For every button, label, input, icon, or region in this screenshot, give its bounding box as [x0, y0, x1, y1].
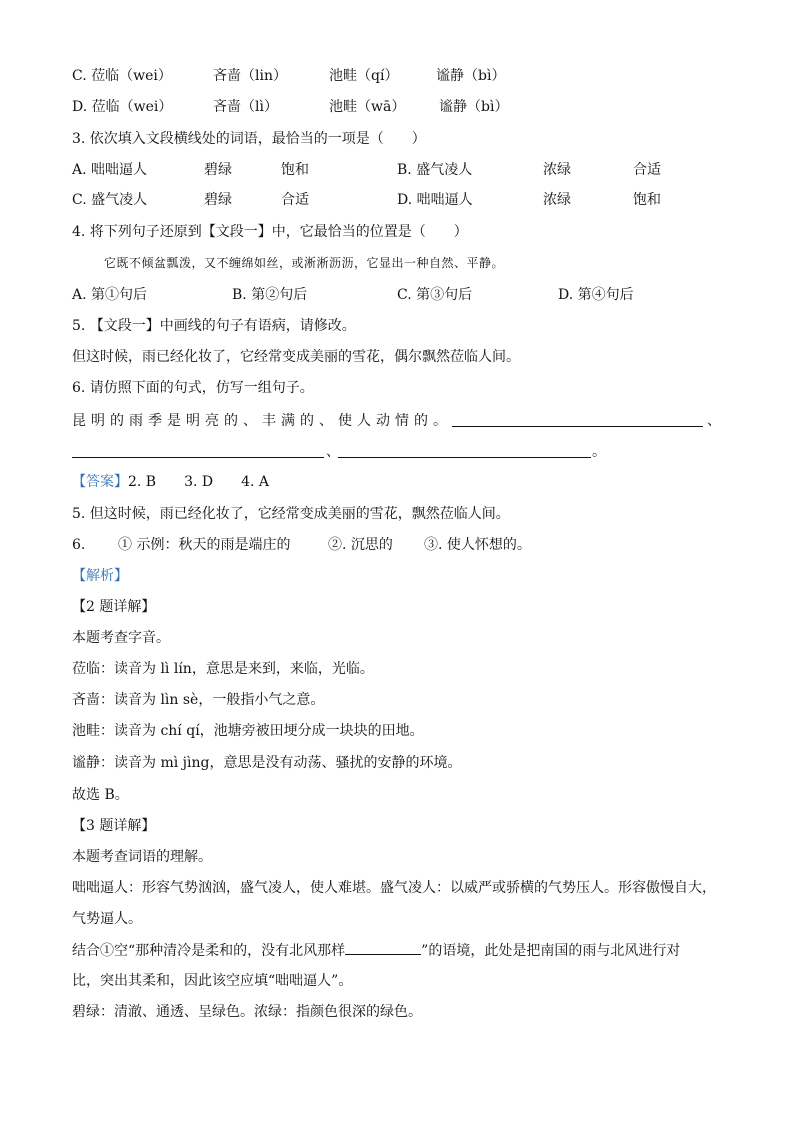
q2-c-a: C. 莅临（wei） — [72, 68, 172, 84]
q3-b-2: 浓绿 — [543, 162, 571, 178]
q2-option-c — [72, 66, 172, 86]
q4-stem: 4. 将下列句子还原到【文段一】中，它最恰当的位置是（ ） — [72, 224, 468, 240]
q3-detail-line: 气势逼人。 — [72, 911, 142, 927]
q2-option-d — [72, 97, 172, 117]
q6-end-mark: 。 — [592, 444, 606, 460]
q4-option-d: D. 第④句后 — [558, 287, 634, 303]
q2-detail-line: 莅临：读音为 lì lín，意思是来到，来临，光临。 — [72, 661, 374, 677]
q5-sentence: 但这时候，雨已经化妆了，它经常变成美丽的雪花，偶尔飘然莅临人间。 — [72, 349, 520, 365]
q4-option-b: B. 第②句后 — [232, 287, 308, 303]
q3-a-2: 碧绿 — [204, 162, 232, 178]
q3-context-pre: 结合①空“那种清冷是柔和的，没有北风那样 — [72, 943, 346, 959]
q4-option-a: A. 第①句后 — [72, 287, 148, 303]
q4-option-c: C. 第③句后 — [397, 287, 473, 303]
q3-context-post: ”的语境，此处是把南国的雨与北风进行对 — [421, 943, 681, 959]
q2-detail-line: 故选 B。 — [72, 787, 129, 803]
q3-b-3: 合适 — [633, 162, 661, 178]
q6-stem: 6. 请仿照下面的句式，仿写一组句子。 — [72, 380, 314, 396]
q3-context-line — [72, 940, 680, 961]
q3-b-1: B. 盛气凌人 — [397, 162, 473, 178]
q3-a-3: 饱和 — [281, 162, 309, 178]
q2-d-b: 吝啬（lì） — [213, 99, 278, 115]
answer-line-2: 5. 但这时候，雨已经化妆了，它经常变成美丽的雪花，飘然莅临人间。 — [72, 506, 510, 522]
q6-separator-1: 、 — [707, 413, 721, 429]
q2-detail-line: 谧静：读音为 mì jìng，意思是没有动荡、骚扰的安静的环境。 — [72, 755, 462, 771]
q3-detail-line: 比，突出其柔和，因此该空应填“咄咄逼人”。 — [72, 973, 353, 989]
analysis-tag: 【解析】 — [72, 568, 128, 584]
q6-sentence: 昆明的雨季是明亮的、丰满的、使人动情的。 — [72, 413, 452, 429]
answer-6-part-3: ③. 使人怀想的。 — [424, 537, 531, 553]
q2-c-b: 吝啬（lin） — [213, 68, 287, 84]
answer-6-number: 6. — [72, 537, 86, 553]
q3-c-2: 碧绿 — [204, 192, 232, 208]
q3-detail-line: 咄咄逼人：形容气势汹汹，盛气凌人，使人难堪。盛气凌人：以威严或骄横的气势压人。形容傲慢自大， — [72, 880, 716, 896]
q3-a-1: A. 咄咄逼人 — [72, 162, 148, 178]
answer-tag: 【答案】 — [72, 474, 128, 490]
q2-d-c: 池畦（wā） — [329, 99, 406, 115]
q3-detail-heading: 【3 题详解】 — [72, 818, 156, 834]
q3-context-blank — [345, 940, 421, 955]
q6-blank-2 — [72, 457, 324, 458]
q3-c-1: C. 盛气凌人 — [72, 192, 148, 208]
q2-c-c: 池畦（qí） — [329, 68, 399, 84]
q6-blank-3 — [338, 457, 591, 458]
q3-c-3: 合适 — [281, 192, 309, 208]
q6-blank-1 — [452, 426, 703, 427]
q6-separator-2: 、 — [326, 444, 340, 460]
q3-d-1: D. 咄咄逼人 — [397, 192, 473, 208]
q3-detail-line: 本题考查词语的理解。 — [72, 849, 212, 865]
q2-detail-line: 池畦：读音为 chí qí，池塘旁被田埂分成一块块的田地。 — [72, 723, 424, 739]
q2-d-a: D. 莅临（wei） — [72, 99, 173, 115]
q2-c-d: 谧静（bì） — [436, 68, 506, 84]
q4-quote: 它既不倾盆瓢泼，又不缠绵如丝，或淅淅沥沥，它显出一种自然、平静。 — [104, 256, 505, 270]
q3-d-2: 浓绿 — [543, 192, 571, 208]
q2-detail-heading: 【2 题详解】 — [72, 599, 156, 615]
q2-detail-line: 本题考查字音。 — [72, 630, 170, 646]
answer-line-1 — [72, 472, 269, 492]
q2-detail-line: 吝啬：读音为 lìn sè，一般指小气之意。 — [72, 692, 325, 708]
answer-choices: 2. B 3. D 4. A — [128, 474, 270, 490]
q3-d-3: 饱和 — [633, 192, 661, 208]
q5-stem: 5. 【文段一】中画线的句子有语病，请修改。 — [72, 318, 356, 334]
answer-6-part-2: ②. 沉思的 — [328, 537, 393, 553]
q3-detail-line: 碧绿：清澈、通透、呈绿色。浓绿：指颜色很深的绿色。 — [72, 1004, 422, 1020]
q3-stem: 3. 依次填入文段横线处的词语，最恰当的一项是（ ） — [72, 131, 426, 147]
q2-d-d: 谧静（bì） — [439, 99, 509, 115]
answer-6-part-1: ① 示例：秋天的雨是端庄的 — [118, 537, 291, 553]
